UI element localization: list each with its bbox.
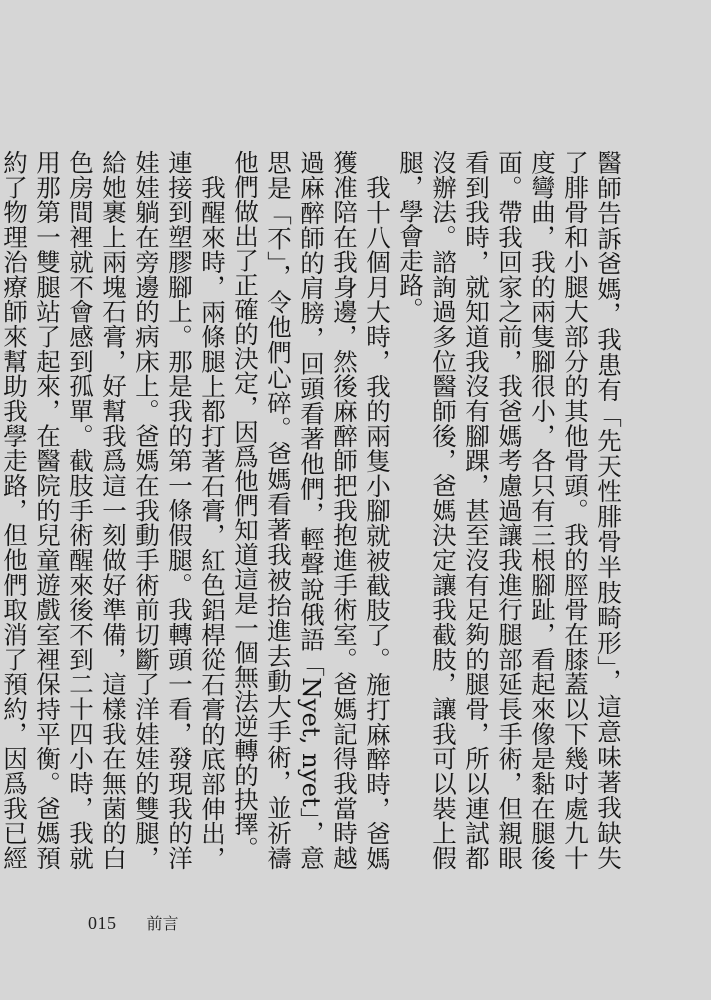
paragraph-2: 我十八個月大時，我的兩隻小腳就被截肢了。施打麻醉時，爸媽獲准陪在我身邊，然後麻醉師把我抱進手術室。爸媽記得我當時越過麻醉師的肩膀，回頭看著他們，輕聲說俄語「Nyet, nyet」，意思是「不」，令他們心碎。爸媽看著我被抬進去動大手術，並祈禱他們做出了正確的決定，因爲他們知道這是一個無法逆轉的抉擇。	[231, 150, 392, 870]
page-footer	[88, 911, 179, 934]
paragraph-1: 醫師告訴爸媽，我患有「先天性腓骨半肢畸形」，這意味著我缺失了腓骨和小腿大部分的其他骨頭。我的脛骨在膝蓋以下幾吋處九十度彎曲，我的兩隻腳很小，各只有三根腳趾，看起來像是黏在腿後面。帶我回家之前，我爸媽考慮過讓我進行腿部延長手術，但親眼看到我時，就知道我沒有腳踝，甚至沒有足夠的腿骨，所以連試都沒辦法。諮詢過多位醫師後，爸媽決定讓我截肢，讓我可以裝上假腿，學會走路。	[396, 150, 623, 870]
running-section-title: 前言	[146, 914, 179, 933]
vertical-text-body	[0, 150, 625, 870]
paragraph-3: 我醒來時，兩條腿上都打著石膏，紅色鋁桿從石膏的底部伸出，連接到塑膠腳上。那是我的第一條假腿。我轉頭一看，發現我的洋娃娃躺在旁邊的病床上。爸媽在我動手術前切斷了洋娃娃的雙腿，給她裹上兩塊石膏，好幫我爲這一刻做好準備，這樣我在無菌的白色房間裡就不會感到孤單。截肢手術醒來後不到二十四小時，我就用那第一雙腿站了起來，在醫院的兒童遊戲室裡保持平衡。爸媽預約了物理治療師來幫助我學走路，但他們取消了預約，因爲我已經	[0, 150, 227, 870]
page-number: 015	[88, 913, 117, 933]
